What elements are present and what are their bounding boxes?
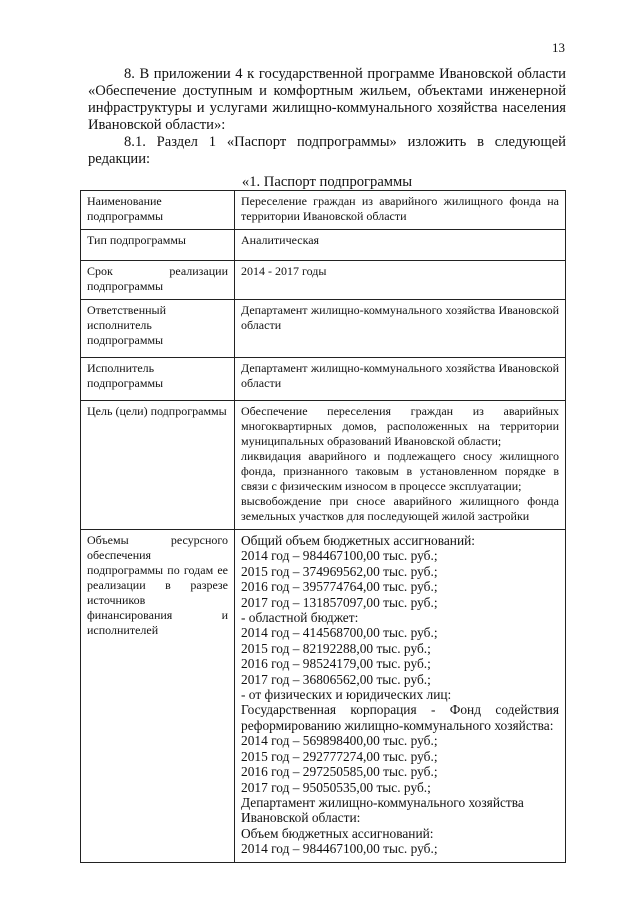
table-row — [81, 300, 566, 358]
funding-line: 2014 год – 984467100,00 тыс. руб.; — [241, 841, 438, 857]
row-label-name: Наименование подпрограммы — [81, 191, 235, 230]
goal-line: ликвидация аварийного и подлежащего сносу жилищного фонда, признанного таковым в установленном порядке в связи с физическим износом в процессе эксплуатации; — [241, 449, 559, 493]
goal-line: высвобождение при сносе аварийного жилищного фонда земельных участков для последующей жилой застройки — [241, 494, 559, 523]
intro-paragraph-8: 8. В приложении 4 к государственной программе Ивановской области «Обеспечение доступным и комфортным жильем, объектами инженерной инфраструктуры и услугами жилищно-коммунального хозяйства населения Ивановской области»: — [88, 66, 566, 133]
table-row — [81, 261, 566, 300]
table-row — [81, 358, 566, 401]
table-row — [81, 230, 566, 261]
row-label-period: Срок реализации подпрограммы — [81, 261, 235, 300]
intro-text — [88, 66, 566, 168]
funding-line: 2017 год – 95050535,00 тыс. руб.; — [241, 779, 431, 795]
funding-line: 2014 год – 984467100,00 тыс. руб.; — [241, 548, 438, 564]
funding-line: 2017 год – 36806562,00 тыс. руб.; — [241, 671, 431, 687]
row-value-type: Аналитическая — [235, 230, 566, 261]
row-value-goal — [235, 401, 566, 530]
table-row — [81, 530, 566, 863]
funding-line: 2015 год – 292777274,00 тыс. руб.; — [241, 748, 438, 764]
row-label-responsible: Ответственный исполнитель подпрограммы — [81, 300, 235, 358]
funding-line: - областной бюджет: — [241, 610, 359, 626]
funding-line: 2016 год – 98524179,00 тыс. руб.; — [241, 656, 431, 672]
subprogram-passport-table — [80, 190, 566, 863]
page-number: 13 — [552, 40, 565, 55]
row-value-name: Переселение граждан из аварийного жилищного фонда на территории Ивановской области — [235, 191, 566, 230]
table-caption: «1. Паспорт подпрограммы — [241, 174, 413, 190]
row-label-type: Тип подпрограммы — [81, 230, 235, 261]
funding-line: 2016 год – 395774764,00 тыс. руб.; — [241, 579, 438, 595]
funding-line: Департамент жилищно-коммунального хозяйства Ивановской области: — [241, 794, 524, 826]
row-label-executor: Исполнитель подпрограммы — [81, 358, 235, 401]
row-value-executor: Департамент жилищно-коммунального хозяйства Ивановской области — [235, 358, 566, 401]
row-label-goal: Цель (цели) подпрограммы — [81, 401, 235, 530]
table-row — [81, 191, 566, 230]
funding-line: 2015 год – 374969562,00 тыс. руб.; — [241, 563, 438, 579]
row-label-funding: Объемы ресурсного обеспечения подпрограммы по годам ее реализации в разрезе источников финансирования и исполнителей — [81, 530, 235, 863]
goal-line: Обеспечение переселения граждан из аварийных многоквартирных домов, расположенных на территории муниципальных образований Ивановской области; — [241, 404, 559, 448]
funding-line: Объем бюджетных ассигнований: — [241, 825, 434, 841]
table-row — [81, 401, 566, 530]
funding-line: Общий объем бюджетных ассигнований: — [241, 533, 476, 548]
funding-line: - от физических и юридических лиц: — [241, 687, 452, 703]
funding-line: 2016 год – 297250585,00 тыс. руб.; — [241, 764, 438, 780]
funding-line: Государственная корпорация - Фонд содействия реформированию жилищно-коммунального хозяйства: — [241, 702, 559, 733]
funding-line: 2017 год – 131857097,00 тыс. руб.; — [241, 594, 438, 610]
funding-line: 2014 год – 414568700,00 тыс. руб.; — [241, 625, 438, 641]
funding-line: 2014 год – 569898400,00 тыс. руб.; — [241, 733, 438, 749]
row-value-responsible: Департамент жилищно-коммунального хозяйства Ивановской области — [235, 300, 566, 358]
intro-paragraph-8-1: 8.1. Раздел 1 «Паспорт подпрограммы» изложить в следующей редакции: — [88, 134, 566, 167]
row-value-period: 2014 - 2017 годы — [235, 261, 566, 300]
funding-line: 2015 год – 82192288,00 тыс. руб.; — [241, 640, 431, 656]
row-value-funding — [235, 530, 566, 863]
